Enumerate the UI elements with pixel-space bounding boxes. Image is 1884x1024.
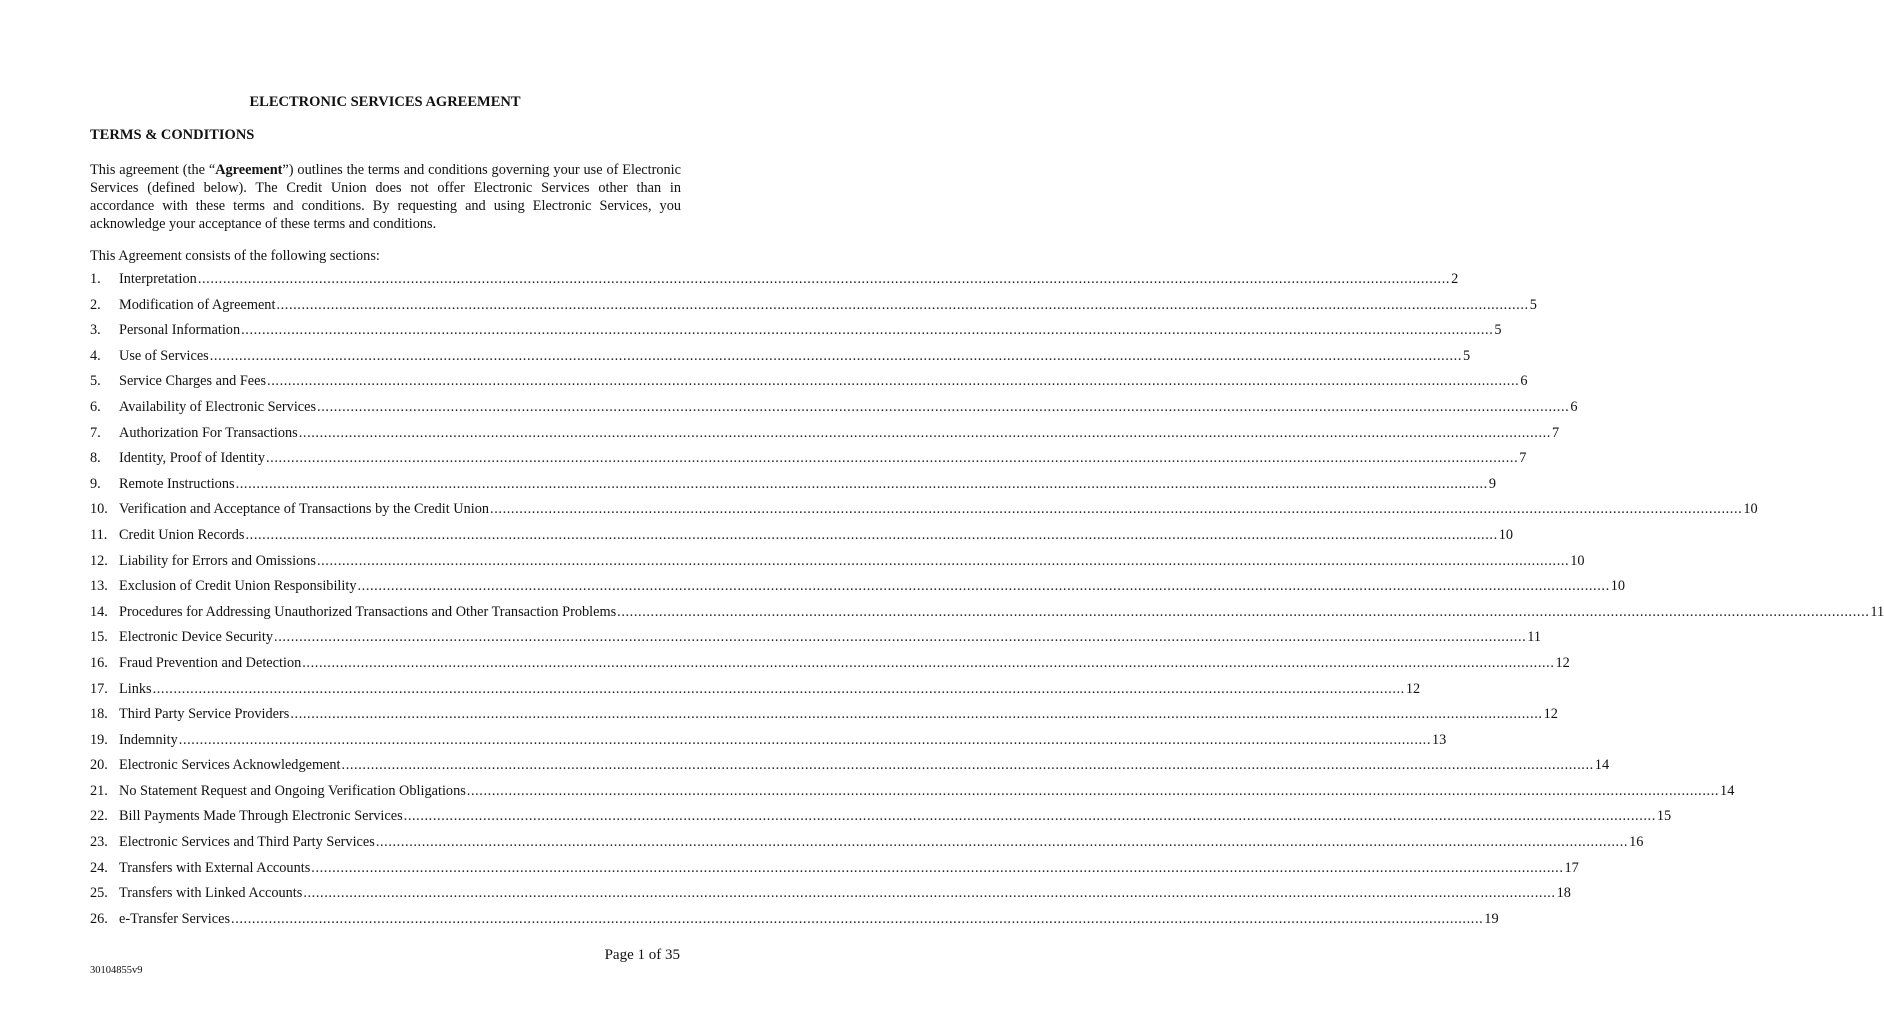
toc-dot-leader: ............................................................................................................................................................................................................................................................................................................ <box>303 885 1556 902</box>
toc-entry[interactable] <box>90 450 1527 476</box>
toc-entry-number: 2. <box>90 296 101 313</box>
toc-entry-page: 2 <box>1451 271 1459 287</box>
toc-entry[interactable] <box>90 552 1585 579</box>
toc-entry-page: 19 <box>1484 910 1499 927</box>
toc-entry-number: 7. <box>90 424 101 441</box>
toc-entry-number: 14. <box>90 603 108 620</box>
section-heading: TERMS & CONDITIONS <box>90 127 255 143</box>
toc-dot-leader: ............................................................................................................................................................................................................................................................................................................ <box>235 475 1488 492</box>
toc-entry-title: Electronic Services and Third Party Services <box>119 834 375 851</box>
toc-entry-number: 17. <box>90 680 108 697</box>
toc-entry-number: 12. <box>90 552 108 569</box>
toc-entry-title: Fraud Prevention and Detection <box>119 654 302 671</box>
toc-entry-title: Use of Services <box>119 347 209 364</box>
toc-entry[interactable] <box>90 859 1579 886</box>
toc-dot-leader: ............................................................................................................................................................................................................................................................................................................ <box>341 757 1594 774</box>
toc-entry-page: 9 <box>1488 475 1496 492</box>
toc-entry-title: No Statement Request and Ongoing Verification Obligations <box>119 782 466 799</box>
toc-entry-title: Service Charges and Fees <box>119 373 267 390</box>
toc-dot-leader: ............................................................................................................................................................................................................................................................................................................ <box>276 296 1529 313</box>
toc-entry-number: 4. <box>90 347 101 364</box>
toc-entry[interactable] <box>90 347 1471 374</box>
toc-lead: This Agreement consists of the following sections: <box>90 248 380 264</box>
toc-dot-leader: ............................................................................................................................................................................................................................................................................................................ <box>617 603 1870 620</box>
toc-entry-title: Indemnity <box>119 731 178 748</box>
toc-entry[interactable] <box>90 398 1578 425</box>
toc-dot-leader: ............................................................................................................................................................................................................................................................................................................ <box>231 910 1484 927</box>
toc-entry-page: 14 <box>1720 782 1735 799</box>
toc-entry-number: 10. <box>90 501 108 518</box>
toc-entry[interactable] <box>90 731 1447 758</box>
toc-entry-title: Third Party Service Providers <box>119 706 290 723</box>
toc-entry-title: Authorization For Transactions <box>119 424 298 441</box>
toc-dot-leader: ............................................................................................................................................................................................................................................................................................................ <box>152 680 1405 697</box>
toc-entry[interactable] <box>90 424 1560 451</box>
toc-entry-page: 5 <box>1494 322 1502 339</box>
toc-entry[interactable] <box>90 271 1459 297</box>
toc-dot-leader: ............................................................................................................................................................................................................................................................................................................ <box>267 373 1520 390</box>
toc-entry[interactable] <box>90 910 1499 937</box>
toc-entry-title: Bill Payments Made Through Electronic Services <box>119 808 403 825</box>
toc-entry-number: 6. <box>90 398 101 415</box>
page-number: Page 1 of 35 <box>604 947 680 963</box>
toc-dot-leader: ............................................................................................................................................................................................................................................................................................................ <box>274 629 1527 646</box>
toc-entry-title: Transfers with Linked Accounts <box>119 885 303 902</box>
toc-entry[interactable] <box>90 680 1421 707</box>
toc-dot-leader: ............................................................................................................................................................................................................................................................................................................ <box>302 654 1555 671</box>
toc-dot-leader: ............................................................................................................................................................................................................................................................................................................ <box>317 398 1570 415</box>
toc-entry-number: 16. <box>90 654 108 671</box>
toc-dot-leader: ............................................................................................................................................................................................................................................................................................................ <box>290 706 1543 723</box>
toc-entry-page: 10 <box>1498 526 1514 543</box>
toc-entry-number: 11. <box>90 526 108 543</box>
toc-entry-number: 26. <box>90 910 108 927</box>
toc-entry-number: 20. <box>90 757 108 774</box>
toc-entry-page: 18 <box>1556 885 1571 902</box>
toc-entry-page: 12 <box>1405 680 1421 697</box>
toc-dot-leader: ............................................................................................................................................................................................................................................................................................................ <box>403 808 1656 825</box>
toc-entry-page: 10 <box>1743 501 1758 518</box>
toc-entry-title: Identity, Proof of Identity <box>119 450 265 467</box>
toc-entry-number: 18. <box>90 706 108 723</box>
toc-entry-number: 1. <box>90 271 101 287</box>
toc-entry-page: 10 <box>1610 578 1626 595</box>
toc-entry-number: 5. <box>90 373 101 390</box>
toc-entry[interactable] <box>90 603 1884 630</box>
toc-entry-title: Modification of Agreement <box>119 296 276 313</box>
toc-entry-page: 17 <box>1564 859 1579 876</box>
toc-entry-page: 10 <box>1570 552 1585 569</box>
toc-entry-title: Electronic Services Acknowledgement <box>119 757 341 774</box>
intro-bold-term: Agreement <box>215 162 283 178</box>
toc-entry-page: 12 <box>1543 706 1558 723</box>
toc-dot-leader: ............................................................................................................................................................................................................................................................................................................ <box>375 834 1629 851</box>
toc-dot-leader: ............................................................................................................................................................................................................................................................................................................ <box>357 578 1610 595</box>
toc-entry-page: 5 <box>1463 347 1471 364</box>
toc-entry-number: 24. <box>90 859 108 876</box>
toc-entry-page: 15 <box>1656 808 1672 825</box>
toc-entry[interactable] <box>90 475 1496 502</box>
toc-entry-number: 23. <box>90 834 108 851</box>
toc-dot-leader: ............................................................................................................................................................................................................................................................................................................ <box>245 526 1498 543</box>
toc-entry-number: 25. <box>90 885 108 902</box>
toc-entry[interactable] <box>90 526 1514 553</box>
toc-entry-title: Procedures for Addressing Unauthorized Transactions and Other Transaction Problems <box>119 603 617 620</box>
toc-entry-page: 7 <box>1519 450 1527 467</box>
table-of-contents <box>90 271 1884 936</box>
toc-entry[interactable] <box>90 501 1758 527</box>
toc-entry[interactable] <box>90 654 1570 681</box>
toc-entry[interactable] <box>90 322 1502 348</box>
toc-dot-leader: ............................................................................................................................................................................................................................................................................................................ <box>178 731 1432 748</box>
toc-dot-leader: ............................................................................................................................................................................................................................................................................................................ <box>490 501 1743 518</box>
toc-entry[interactable] <box>90 834 1644 860</box>
toc-entry-title: Personal Information <box>119 322 241 339</box>
toc-dot-leader: ............................................................................................................................................................................................................................................................................................................ <box>311 859 1564 876</box>
document-id: 30104855v9 <box>90 965 143 976</box>
toc-entry-page: 16 <box>1629 834 1644 851</box>
toc-entry-title: Remote Instructions <box>119 475 235 492</box>
toc-entry[interactable] <box>90 578 1626 604</box>
toc-entry-title: Verification and Acceptance of Transactions by the Credit Union <box>119 501 490 518</box>
toc-dot-leader: ............................................................................................................................................................................................................................................................................................................ <box>209 347 1462 364</box>
toc-entry[interactable] <box>90 808 1672 834</box>
toc-entry-title: Exclusion of Credit Union Responsibility <box>119 578 357 595</box>
toc-entry-number: 22. <box>90 808 108 825</box>
toc-entry[interactable] <box>90 706 1558 732</box>
toc-entry-title: Availability of Electronic Services <box>119 398 317 415</box>
toc-entry-number: 9. <box>90 475 101 492</box>
toc-entry[interactable] <box>90 629 1542 655</box>
toc-entry[interactable] <box>90 373 1528 399</box>
toc-entry-number: 3. <box>90 322 101 339</box>
toc-entry-number: 21. <box>90 782 108 799</box>
toc-entry-number: 13. <box>90 578 108 595</box>
toc-entry-title: Interpretation <box>119 271 197 287</box>
toc-dot-leader: ............................................................................................................................................................................................................................................................................................................ <box>197 271 1451 287</box>
toc-dot-leader: ............................................................................................................................................................................................................................................................................................................ <box>241 322 1494 339</box>
toc-entry-page: 11 <box>1870 603 1884 620</box>
toc-entry-page: 6 <box>1570 398 1578 415</box>
toc-entry-page: 11 <box>1527 629 1542 646</box>
toc-entry-page: 6 <box>1520 373 1528 390</box>
toc-entry-title: Links <box>119 680 152 697</box>
toc-entry[interactable] <box>90 296 1537 323</box>
intro-text-rest: ”) outlines the terms and conditions governing your use of Electronic Services (defined below). The Credit Union does not offer Electronic Services other than in accordance with these terms and conditions. By requesting and using Electronic Services, you acknowledge your acceptance of these terms and conditions. <box>90 162 681 232</box>
toc-entry-page: 13 <box>1432 731 1447 748</box>
toc-entry-title: Credit Union Records <box>119 526 245 543</box>
toc-entry-page: 12 <box>1555 654 1570 671</box>
toc-entry[interactable] <box>90 782 1735 809</box>
toc-entry-title: e-Transfer Services <box>119 910 231 927</box>
toc-entry-page: 14 <box>1594 757 1610 774</box>
toc-entry-number: 19. <box>90 731 108 748</box>
toc-entry-page: 7 <box>1551 424 1560 441</box>
toc-entry-number: 15. <box>90 629 108 646</box>
toc-entry-number: 8. <box>90 450 101 467</box>
toc-entry-page: 5 <box>1529 296 1537 313</box>
toc-dot-leader: ............................................................................................................................................................................................................................................................................................................ <box>265 450 1519 467</box>
intro-paragraph <box>90 161 681 233</box>
toc-entry-title: Electronic Device Security <box>119 629 274 646</box>
toc-entry-title: Transfers with External Accounts <box>119 859 311 876</box>
toc-entry[interactable] <box>90 757 1610 783</box>
toc-entry-title: Liability for Errors and Omissions <box>119 552 316 569</box>
toc-entry[interactable] <box>90 885 1571 911</box>
toc-dot-leader: ............................................................................................................................................................................................................................................................................................................ <box>316 552 1570 569</box>
toc-dot-leader: ............................................................................................................................................................................................................................................................................................................ <box>298 424 1551 441</box>
document-title: ELECTRONIC SERVICES AGREEMENT <box>249 94 521 110</box>
toc-dot-leader: ............................................................................................................................................................................................................................................................................................................ <box>466 782 1720 799</box>
intro-text-start: This agreement (the “ <box>90 162 216 178</box>
